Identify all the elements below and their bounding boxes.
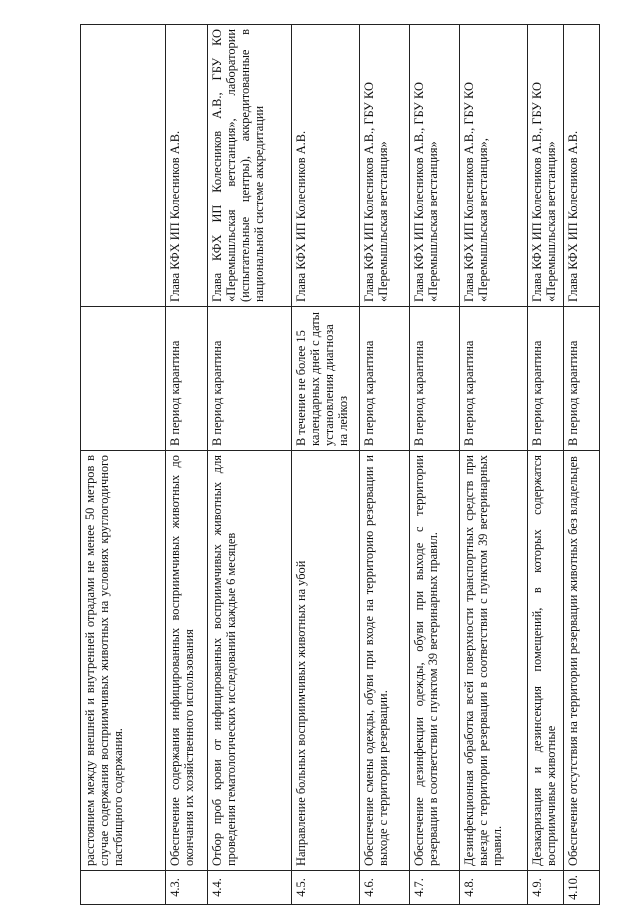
measure-text: Обеспечение смены одежды, обуви при входе на территорию резервации и выходе с территории резервации. [360,451,410,871]
row-number: 4.9. [528,871,564,905]
measure-text: расстоянием между внешней и внутренней отрадами не менее 50 метров в случае содержания восприимчивых животных на условиях круглогодичного пастбищного содержания. [81,451,166,871]
measure-term: В период карантина [460,307,528,451]
table-row [166,25,208,905]
measure-responsible: Глава КФХ ИП Колесников А.В. [292,25,360,307]
row-number: 4.3. [166,871,208,905]
measure-responsible: Глава КФХ ИП Колесников А.В., ГБУ КО «Перемышльская ветстанция» [528,25,564,307]
row-number: 4.5. [292,871,360,905]
measure-text: Направление больных восприимчивых животных на убой [292,451,360,871]
measure-term: В период карантина [528,307,564,451]
measure-term: В период карантина [166,307,208,451]
measure-text: Дезинфекционная обработка всей поверхности транспортных средств при выезде с территории резервации в соответствии с пунктом 39 ветеринарных правил. [460,451,528,871]
measure-term: В период карантина [208,307,292,451]
measure-term: В период карантина [410,307,460,451]
measure-term: В период карантина [564,307,600,451]
row-number: 4.10. [564,871,600,905]
measure-responsible: Глава КФХ ИП Колесников А.В., ГБУ КО «Перемышльская ветстанция», [460,25,528,307]
measure-responsible [81,25,166,307]
measure-text: Обеспечение содержания инфицированных восприимчивых животных до окончания их хозяйственного использования [166,451,208,871]
measure-text: Обеспечение дезинфекции одежды, обуви при выходе с территории резервации в соответствии с пунктом 39 ветеринарных правил. [410,451,460,871]
measure-responsible: Глава КФХ ИП Колесников А.В., ГБУ КО «Перемышльская ветстанция», лаборатории (испытательные центры), аккредитованные в национальной системе аккредитации [208,25,292,307]
row-number: 4.8. [460,871,528,905]
measure-term: В течение не более 15 календарных дней с даты установления диагноза на лейкоз [292,307,360,451]
table-row [360,25,410,905]
row-number: 4.6. [360,871,410,905]
measure-term [81,307,166,451]
measure-text: Дезакаризация и дезинсекция помещений, в которых содержатся восприимчивые животные [528,451,564,871]
table-row [410,25,460,905]
table-row [528,25,564,905]
row-number: 4.7. [410,871,460,905]
table-row [564,25,600,905]
measure-responsible: Глава КФХ ИП Колесников А.В. [166,25,208,307]
row-number: 4.4. [208,871,292,905]
measure-text: Обеспечение отсутствия на территории резервации животных без владельцев [564,451,600,871]
measure-responsible: Глава КФХ ИП Колесников А.В. [564,25,600,307]
table-row-continuation [81,25,166,905]
table-row [292,25,360,905]
measure-text: Отбор проб крови от инфицированных восприимчивых животных для проведения гематологических исследований каждые 6 месяцев [208,451,292,871]
table-row [460,25,528,905]
table-row [208,25,292,905]
quarantine-measures-table [80,24,600,905]
rotated-document-page [80,0,639,905]
measure-term: В период карантина [360,307,410,451]
row-number [81,871,166,905]
measure-responsible: Глава КФХ ИП Колесников А.В., ГБУ КО «Перемышльская ветстанция» [410,25,460,307]
measure-responsible: Глава КФХ ИП Колесников А.В., ГБУ КО «Перемышльская ветстанция» [360,25,410,307]
